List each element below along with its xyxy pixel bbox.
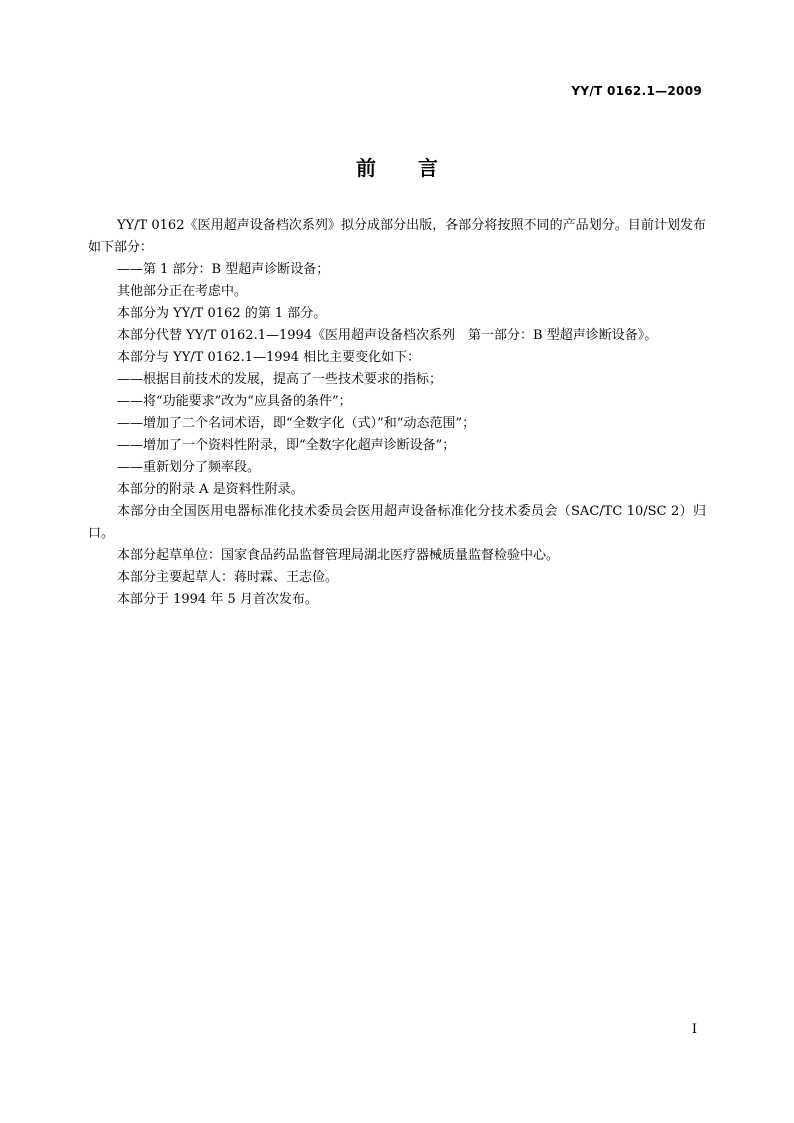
standard-code: YY/T 0162.1—2009 [571, 84, 702, 98]
paragraph: 本部分代替 YY/T 0162.1—1994《医用超声设备档次系列 第一部分：B 型超声诊断设备》。 [117, 328, 658, 343]
paragraph: 其他部分正在考虑中。 [117, 284, 248, 299]
paragraph: ——第 1 部分：B 型超声诊断设备； [117, 262, 330, 277]
page-title: 前言 [356, 156, 480, 180]
paragraph: 本部分的附录 A 是资料性附录。 [117, 482, 304, 497]
paragraph: 本部分由全国医用电器标准化技术委员会医用超声设备标准化分技术委员会（SAC/TC 10/SC 2）归口。 [88, 504, 706, 541]
paragraph: 本部分起草单位：国家食品药品监督管理局湖北医疗器械质量监督检验中心。 [117, 548, 560, 563]
paragraph: 本部分主要起草人：蒋时霖、王志俭。 [117, 570, 339, 585]
paragraph: YY/T 0162《医用超声设备档次系列》拟分成部分出版，各部分将按照不同的产品划分。目前计划发布如下部分： [88, 218, 706, 255]
paragraph: 本部分于 1994 年 5 月首次发布。 [117, 592, 318, 607]
page-number: I [691, 1022, 697, 1037]
paragraph: ——将“功能要求”改为“应具备的条件”； [117, 394, 352, 409]
paragraph: ——增加了一个资料性附录，即“全数字化超声诊断设备”； [117, 438, 456, 453]
paragraph: ——重新划分了频率段。 [117, 460, 261, 475]
preface-body [88, 215, 706, 611]
paragraph: 本部分为 YY/T 0162 的第 1 部分。 [117, 306, 327, 321]
paragraph: ——根据目前技术的发展，提高了一些技术要求的指标； [117, 372, 443, 387]
paragraph: 本部分与 YY/T 0162.1—1994 相比主要变化如下： [117, 350, 421, 365]
paragraph: ——增加了二个名词术语，即“全数字化（式）”和“动态范围”； [117, 416, 476, 431]
